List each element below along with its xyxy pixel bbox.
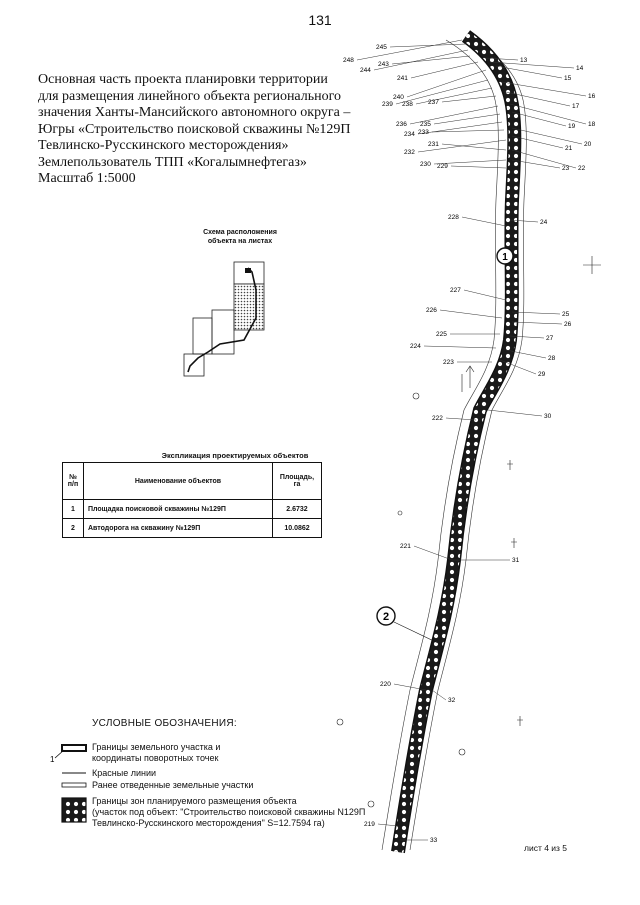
- point-label: 33: [430, 837, 438, 844]
- point-label: 244: [360, 67, 371, 74]
- point-label: 243: [378, 61, 389, 68]
- leader-line: [440, 310, 502, 318]
- table-row: [63, 500, 322, 519]
- boundary-legend-symbol: [62, 745, 86, 751]
- leader-line: [512, 128, 582, 144]
- sheet-label: лист 4 из 5: [524, 843, 568, 853]
- marsh-icon: [368, 801, 374, 807]
- title-line: Землепользователь ТПП «Когалымнефтегаз»: [38, 154, 307, 170]
- cross-mark-icon: [583, 256, 601, 274]
- point-label: 236: [396, 121, 407, 128]
- table-cell-num: 1: [63, 500, 84, 519]
- object-marker-2: [377, 607, 440, 644]
- legend-item-red-lines: [92, 768, 156, 779]
- tree-icon: [507, 460, 513, 470]
- point-label: 234: [404, 131, 415, 138]
- point-label: 21: [565, 145, 573, 152]
- leader-line: [488, 410, 542, 416]
- point-label: 18: [588, 121, 596, 128]
- point-label: 16: [588, 93, 596, 100]
- point-label: 226: [426, 307, 437, 314]
- title-line: Основная часть проекта планировки территории: [38, 72, 328, 87]
- point-label: 17: [572, 103, 580, 110]
- leader-line: [434, 114, 500, 124]
- tree-icon: [517, 716, 523, 726]
- prior-plots-legend-symbol: [62, 783, 86, 787]
- table-cell-area: 2.6732: [273, 500, 322, 519]
- leader-line: [442, 144, 506, 150]
- point-label: 27: [546, 335, 554, 342]
- planned-zone-legend-symbol: [62, 798, 86, 822]
- point-label: 22: [578, 165, 586, 172]
- point-label: 235: [420, 121, 431, 128]
- title-line: Тевлинско-Русскинского месторождения»: [38, 138, 289, 153]
- legend-line: Ранее отведенные земельные участки: [92, 780, 254, 790]
- legend-line: (участок под объект: "Строительство поисковой скважины N129П: [92, 807, 366, 817]
- marsh-icon: [398, 511, 402, 515]
- point-label: 29: [538, 371, 546, 378]
- point-label: 224: [410, 343, 421, 350]
- right-point-labels: [400, 57, 596, 844]
- point-label: 239: [382, 101, 393, 108]
- point-label: 228: [448, 214, 459, 221]
- point-label: 23: [562, 165, 570, 172]
- object-marker-1: [497, 248, 513, 264]
- table-header-name: Наименование объектов: [84, 463, 273, 500]
- marsh-icon: [337, 719, 343, 725]
- point-label: 19: [568, 123, 576, 130]
- scheme-pad: [245, 268, 251, 273]
- point-label: 28: [548, 355, 556, 362]
- point-label: 26: [564, 321, 572, 328]
- legend-item-boundaries: [92, 742, 220, 764]
- leader-line: [464, 290, 506, 300]
- table-cell-name: Площадка поисковой скважины №129П: [84, 500, 273, 519]
- legend-line: координаты поворотных точек: [92, 753, 219, 763]
- tree-icon: [511, 538, 517, 548]
- point-label: 240: [393, 94, 404, 101]
- point-label: 221: [400, 543, 411, 550]
- point-label: 227: [450, 287, 461, 294]
- table-cell-num: 2: [63, 519, 84, 538]
- leader-line: [357, 40, 462, 60]
- point-label: 25: [562, 311, 570, 318]
- point-label: 20: [584, 141, 592, 148]
- explication-title: Экспликация проектируемых объектов: [161, 451, 309, 460]
- table-cell-name: Автодорога на скважину №129П: [84, 519, 273, 538]
- point-label: 222: [432, 415, 443, 422]
- point-label: 245: [376, 44, 387, 51]
- point-label: 14: [576, 65, 584, 72]
- scheme-sheet: [193, 318, 212, 354]
- title-line: Югры «Строительство поисковой скважины №129П: [38, 121, 351, 137]
- tree-icon: [466, 366, 474, 388]
- point-label: 31: [512, 557, 520, 564]
- point-label: 15: [564, 75, 572, 82]
- title-line: для размещения линейного объекта регионального: [38, 88, 342, 104]
- point-label: 233: [418, 129, 429, 136]
- table-header-row: [63, 463, 322, 500]
- point-label: 30: [544, 413, 552, 420]
- marsh-icon: [413, 393, 419, 399]
- legend-line: Границы зон планируемого размещения объекта: [92, 796, 297, 806]
- legend-title: УСЛОВНЫЕ ОБОЗНАЧЕНИЯ:: [92, 718, 237, 729]
- leader-line: [392, 56, 470, 64]
- scheme-title: Схема расположения объекта на листах: [203, 229, 277, 245]
- table-header-area: Площадь, га: [273, 463, 322, 500]
- explication-table: [62, 462, 322, 538]
- page-number: 131: [308, 12, 332, 28]
- point-label: 241: [397, 75, 408, 82]
- point-label: 238: [402, 101, 413, 108]
- legend-item-prior-plots: [92, 780, 253, 791]
- point-label: 225: [436, 331, 447, 338]
- point-label: 24: [540, 219, 548, 226]
- leader-line: [512, 312, 560, 314]
- point-label: 13: [520, 57, 528, 64]
- title-line: Масштаб 1:5000: [38, 171, 136, 186]
- point-label: 220: [380, 681, 391, 688]
- legend-symbols: [50, 745, 86, 822]
- point-label: 231: [428, 141, 439, 148]
- legend-line: Красные линии: [92, 768, 157, 778]
- legend-line: Тевлинско-Русскинского месторождения" S=12.7594 га): [92, 818, 325, 828]
- table-row: [63, 519, 322, 538]
- leader-line: [414, 546, 452, 560]
- point-label: 230: [420, 161, 431, 168]
- point-label: 229: [437, 163, 448, 170]
- leader-line: [424, 346, 496, 348]
- table-header-num: № п/п: [63, 463, 84, 500]
- object-marker-label: 1: [502, 252, 508, 263]
- leader-line: [411, 62, 478, 78]
- point-label: 219: [364, 821, 375, 828]
- legend-line: Границы земельного участка и: [92, 742, 221, 752]
- object-marker-label: 2: [382, 611, 390, 623]
- boundary-legend-marker: 1: [50, 755, 55, 764]
- point-label: 32: [448, 697, 456, 704]
- legend-item-planned-zone: [92, 796, 365, 829]
- point-label: 248: [343, 57, 354, 64]
- leader-line: [462, 217, 506, 226]
- leader-line: [512, 322, 562, 324]
- location-scheme: [184, 262, 264, 376]
- scheme-sheet: [184, 354, 204, 376]
- title-line: значения Ханты-Мансийского автономного округа –: [38, 105, 351, 120]
- table-cell-area: 10.0862: [273, 519, 322, 538]
- point-label: 223: [443, 359, 454, 366]
- marsh-icon: [459, 749, 465, 755]
- point-label: 237: [428, 99, 439, 106]
- leader-line: [432, 690, 446, 700]
- leader-line: [378, 824, 398, 826]
- point-label: 232: [404, 149, 415, 156]
- scheme-current-sheet: [234, 284, 264, 330]
